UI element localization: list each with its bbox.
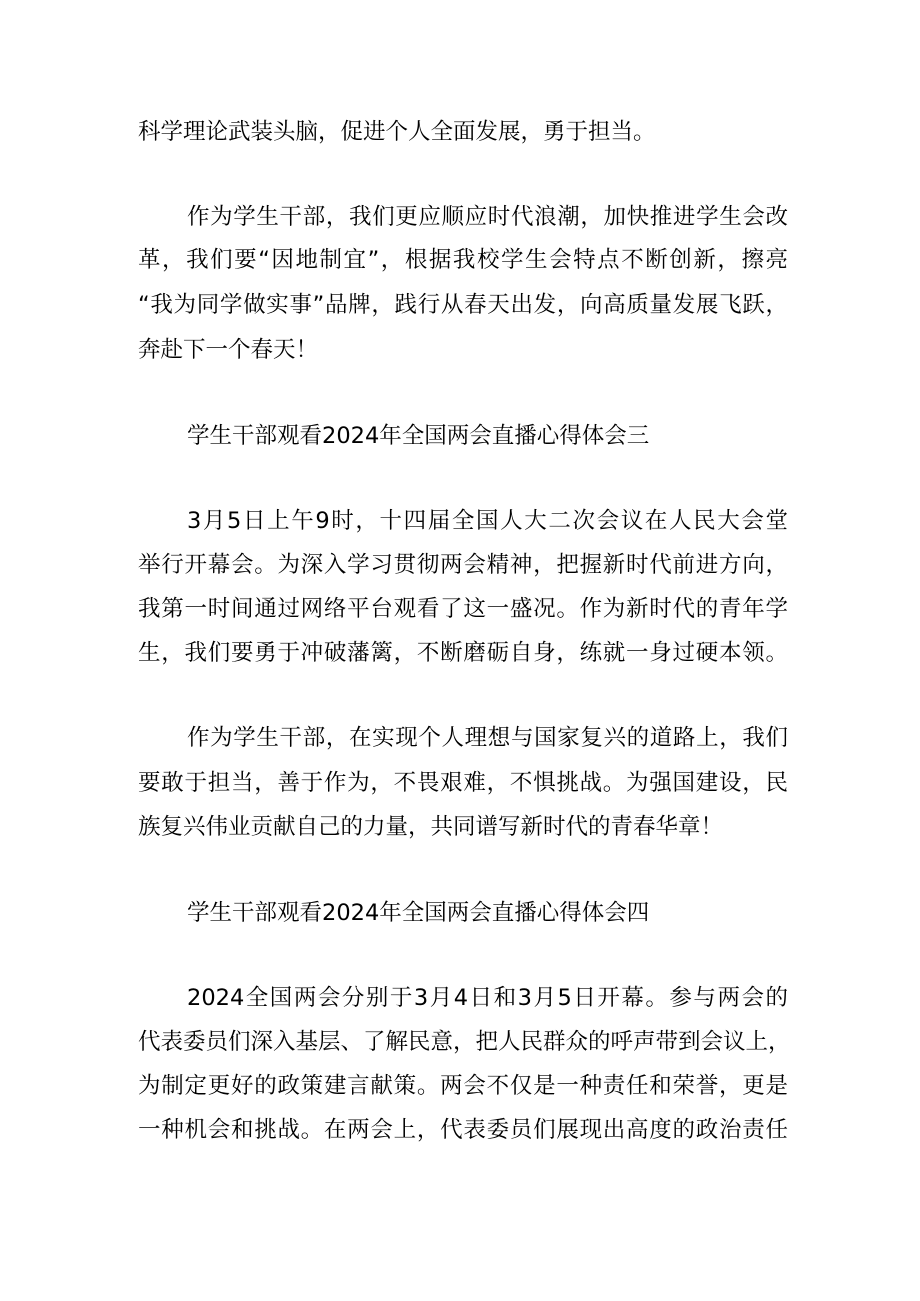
paragraph-4-line-1: 作为学生干部，在实现个人理想与国家复兴的道路上，我们	[187, 725, 788, 751]
paragraph-5-line-2: 代表委员们深入基层、了解民意，把人民群众的呼声带到会议上，	[138, 1029, 791, 1055]
paragraph-5-line-4: 一种机会和挑战。在两会上，代表委员们展现出高度的政治责任	[138, 1117, 788, 1143]
paragraph-4-line-3: 族复兴伟业贡献自己的力量，共同谱写新时代的青春华章！	[138, 814, 724, 840]
section-heading-4: 学生干部观看2024年全国两会直播心得体会四	[187, 900, 650, 926]
paragraph-5-line-1: 2024全国两会分别于3月4日和3月5日开幕。参与两会的	[187, 985, 788, 1011]
paragraph-3-line-2: 举行开幕会。为深入学习贯彻两会精神，把握新时代前进方向，	[138, 552, 788, 578]
paragraph-5-line-3: 为制定更好的政策建言献策。两会不仅是一种责任和荣誉，更是	[138, 1073, 788, 1099]
paragraph-3-line-3: 我第一时间通过网络平台观看了这一盛况。作为新时代的青年学	[138, 596, 788, 622]
paragraph-2-line-2: 革，我们要“因地制宜”，根据我校学生会特点不断创新，擦亮	[138, 247, 788, 273]
section-heading-3: 学生干部观看2024年全国两会直播心得体会三	[187, 423, 650, 449]
paragraph-2-line-3: “我为同学做实事”品牌，践行从春天出发，向高质量发展飞跃，	[138, 292, 788, 318]
paragraph-2-line-1: 作为学生干部，我们更应顺应时代浪潮，加快推进学生会改	[187, 204, 788, 230]
paragraph-4-line-2: 要敢于担当，善于作为，不畏艰难，不惧挑战。为强国建设，民	[138, 770, 788, 796]
paragraph-2-line-4: 奔赴下一个春天！	[138, 337, 319, 363]
paragraph-3-line-1: 3月5日上午9时，十四届全国人大二次会议在人民大会堂	[187, 508, 788, 534]
paragraph-3-line-4: 生，我们要勇于冲破藩篱，不断磨砺自身，练就一身过硬本领。	[138, 640, 788, 666]
paragraph-1-line-1: 科学理论武装头脑，促进个人全面发展，勇于担当。	[138, 119, 656, 145]
